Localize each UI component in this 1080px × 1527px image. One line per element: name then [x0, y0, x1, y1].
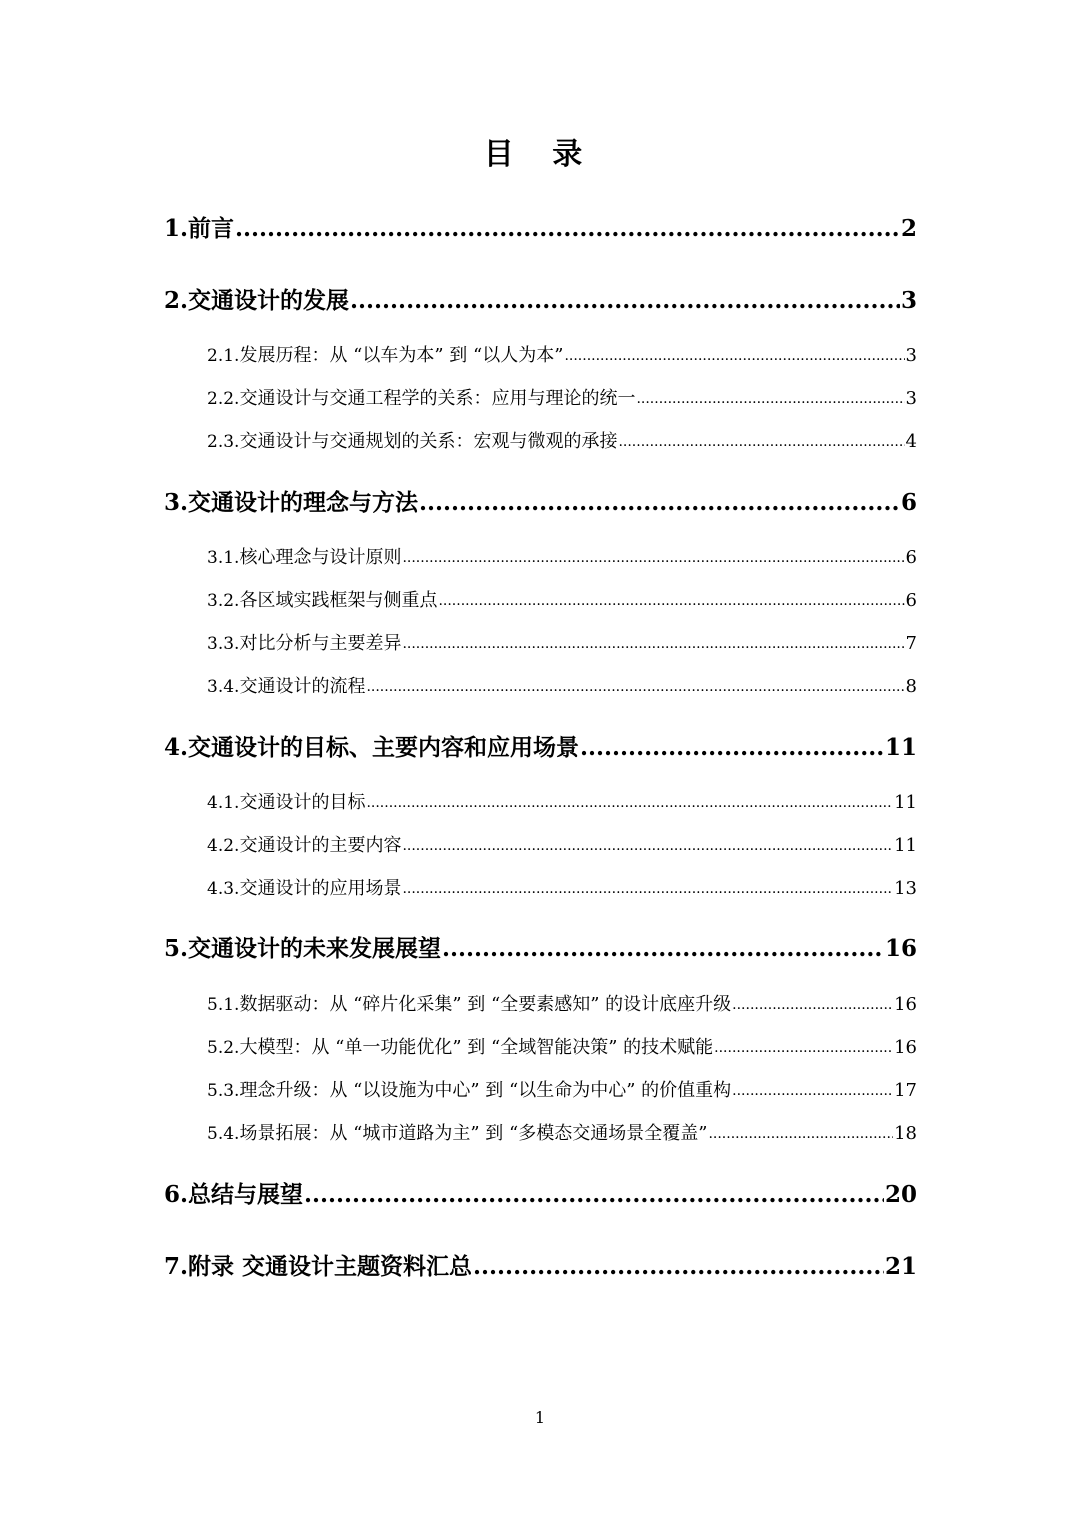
toc-entry-label: 交通设计与交通规划的关系：宏观与微观的承接	[239, 431, 618, 452]
toc-entry-label: 交通设计的未来发展展望	[188, 935, 442, 962]
dot-leader	[402, 544, 904, 572]
toc-entry-label: 交通设计与交通工程学的关系：应用与理论的统一	[239, 388, 636, 409]
toc-entry-number: 4.1.	[207, 793, 240, 813]
dot-leader	[580, 731, 884, 765]
toc-entry-2-1[interactable]	[207, 342, 917, 370]
dot-leader	[235, 212, 900, 246]
toc-entry-2-2[interactable]	[207, 385, 917, 413]
toc-entry-label: 场景拓展：从 “城市道路为主” 到 “多模态交通场景全覆盖”	[239, 1123, 708, 1144]
toc-entry-5-4[interactable]	[207, 1120, 917, 1148]
toc-entry-page: 21	[884, 1253, 917, 1280]
toc-entry-page: 16	[884, 935, 917, 962]
toc-entry-label: 核心理念与设计原则	[239, 547, 402, 568]
toc-entry-4-2[interactable]	[207, 832, 917, 860]
toc-entry-page: 18	[894, 1123, 917, 1144]
toc-entry-page: 16	[894, 1037, 917, 1058]
toc-entry-label: 交通设计的目标、主要内容和应用场景	[188, 734, 580, 761]
toc-entry-number: 5.1.	[207, 995, 240, 1015]
toc-entry-number: 5.3.	[207, 1081, 240, 1101]
dot-leader	[636, 385, 904, 413]
dot-leader	[304, 1178, 884, 1212]
dot-leader	[402, 630, 904, 658]
toc-entry-3-1[interactable]	[207, 544, 917, 572]
dot-leader	[350, 284, 900, 318]
toc-entry-label: 附录 交通设计主题资料汇总	[188, 1253, 473, 1280]
toc-entry-label: 各区域实践框架与侧重点	[239, 590, 438, 611]
toc-entry-page: 11	[894, 792, 917, 813]
toc-entry-2[interactable]	[164, 284, 917, 318]
toc-entry-number: 4.2.	[207, 836, 240, 856]
toc-entry-page: 2	[900, 215, 917, 242]
dot-leader	[419, 486, 900, 520]
toc-entry-label: 理念升级：从 “以设施为中心” 到 “以生命为中心” 的价值重构	[239, 1080, 732, 1101]
dot-leader	[402, 875, 893, 903]
toc-entry-page: 7	[905, 633, 917, 654]
toc-entry-label: 交通设计的目标	[239, 792, 366, 813]
toc-entry-4[interactable]	[164, 731, 917, 765]
dot-leader	[618, 428, 904, 456]
dot-leader	[366, 673, 904, 701]
dot-leader	[402, 832, 893, 860]
toc-entry-label: 交通设计的流程	[239, 676, 366, 697]
toc-entry-page: 13	[894, 878, 917, 899]
toc-entry-number: 4.	[164, 734, 189, 761]
toc-entry-3[interactable]	[164, 486, 917, 520]
toc-entry-number: 2.3.	[207, 432, 240, 452]
toc-entry-page: 16	[894, 994, 917, 1015]
dot-leader	[366, 789, 893, 817]
toc-entry-number: 3.1.	[207, 548, 240, 568]
toc-entry-number: 1.	[164, 215, 189, 242]
toc-entry-label: 发展历程：从 “以车为本” 到 “以人为本”	[239, 345, 564, 366]
toc-entry-page: 3	[905, 345, 917, 366]
toc-entry-label: 交通设计的发展	[188, 287, 350, 314]
toc-entry-2-3[interactable]	[207, 428, 917, 456]
toc-entry-page: 6	[905, 547, 917, 568]
toc-entry-page: 6	[905, 590, 917, 611]
toc-entry-label: 交通设计的应用场景	[239, 878, 402, 899]
toc-entry-number: 6.	[164, 1181, 189, 1208]
toc-entry-page: 3	[905, 388, 917, 409]
toc-entry-6[interactable]	[164, 1178, 917, 1212]
toc-entry-number: 2.	[164, 287, 189, 314]
toc-entry-page: 4	[905, 431, 917, 452]
toc-entry-page: 20	[884, 1181, 917, 1208]
toc-entry-5-1[interactable]	[207, 991, 917, 1019]
dot-leader	[442, 932, 884, 966]
toc-entry-page: 11	[894, 835, 917, 856]
toc-entry-5-2[interactable]	[207, 1034, 917, 1062]
toc-entry-page: 6	[900, 489, 917, 516]
toc-entry-4-3[interactable]	[207, 875, 917, 903]
toc-entry-3-3[interactable]	[207, 630, 917, 658]
toc-entry-label: 交通设计的理念与方法	[188, 489, 419, 516]
toc-entry-page: 17	[894, 1080, 917, 1101]
toc-entry-page: 11	[884, 734, 917, 761]
dot-leader	[732, 1077, 893, 1105]
toc-entry-number: 2.1.	[207, 346, 240, 366]
toc-entry-label: 对比分析与主要差异	[239, 633, 402, 654]
toc-entry-label: 交通设计的主要内容	[239, 835, 402, 856]
toc-entry-number: 3.3.	[207, 634, 240, 654]
dot-leader	[564, 342, 904, 370]
toc-entry-label: 前言	[188, 215, 235, 242]
toc-entry-7[interactable]	[164, 1250, 917, 1284]
dot-leader	[714, 1034, 893, 1062]
toc-entry-number: 5.	[164, 935, 189, 962]
toc-entry-number: 4.3.	[207, 879, 240, 899]
toc-entry-number: 3.4.	[207, 677, 240, 697]
toc-entry-page: 8	[905, 676, 917, 697]
toc-entry-3-4[interactable]	[207, 673, 917, 701]
toc-entry-3-2[interactable]	[207, 587, 917, 615]
page-title: 目 录	[483, 137, 597, 172]
toc-entry-label: 数据驱动：从 “碎片化采集” 到 “全要素感知” 的设计底座升级	[239, 994, 732, 1015]
dot-leader	[473, 1250, 884, 1284]
toc-entry-1[interactable]	[164, 212, 917, 246]
toc-entry-label: 总结与展望	[188, 1181, 304, 1208]
toc-entry-5[interactable]	[164, 932, 917, 966]
dot-leader	[708, 1120, 893, 1148]
toc-entry-number: 7.	[164, 1253, 189, 1280]
toc-entry-number: 5.4.	[207, 1124, 240, 1144]
toc-entry-5-3[interactable]	[207, 1077, 917, 1105]
toc-entry-4-1[interactable]	[207, 789, 917, 817]
toc-entry-number: 2.2.	[207, 389, 240, 409]
toc-entry-number: 3.	[164, 489, 189, 516]
toc-entry-number: 3.2.	[207, 591, 240, 611]
toc-entry-page: 3	[900, 287, 917, 314]
page-number: 1	[534, 1408, 546, 1427]
dot-leader	[732, 991, 893, 1019]
toc-entry-number: 5.2.	[207, 1038, 240, 1058]
toc-entry-label: 大模型：从 “单一功能优化” 到 “全域智能决策” 的技术赋能	[239, 1037, 714, 1058]
dot-leader	[438, 587, 904, 615]
